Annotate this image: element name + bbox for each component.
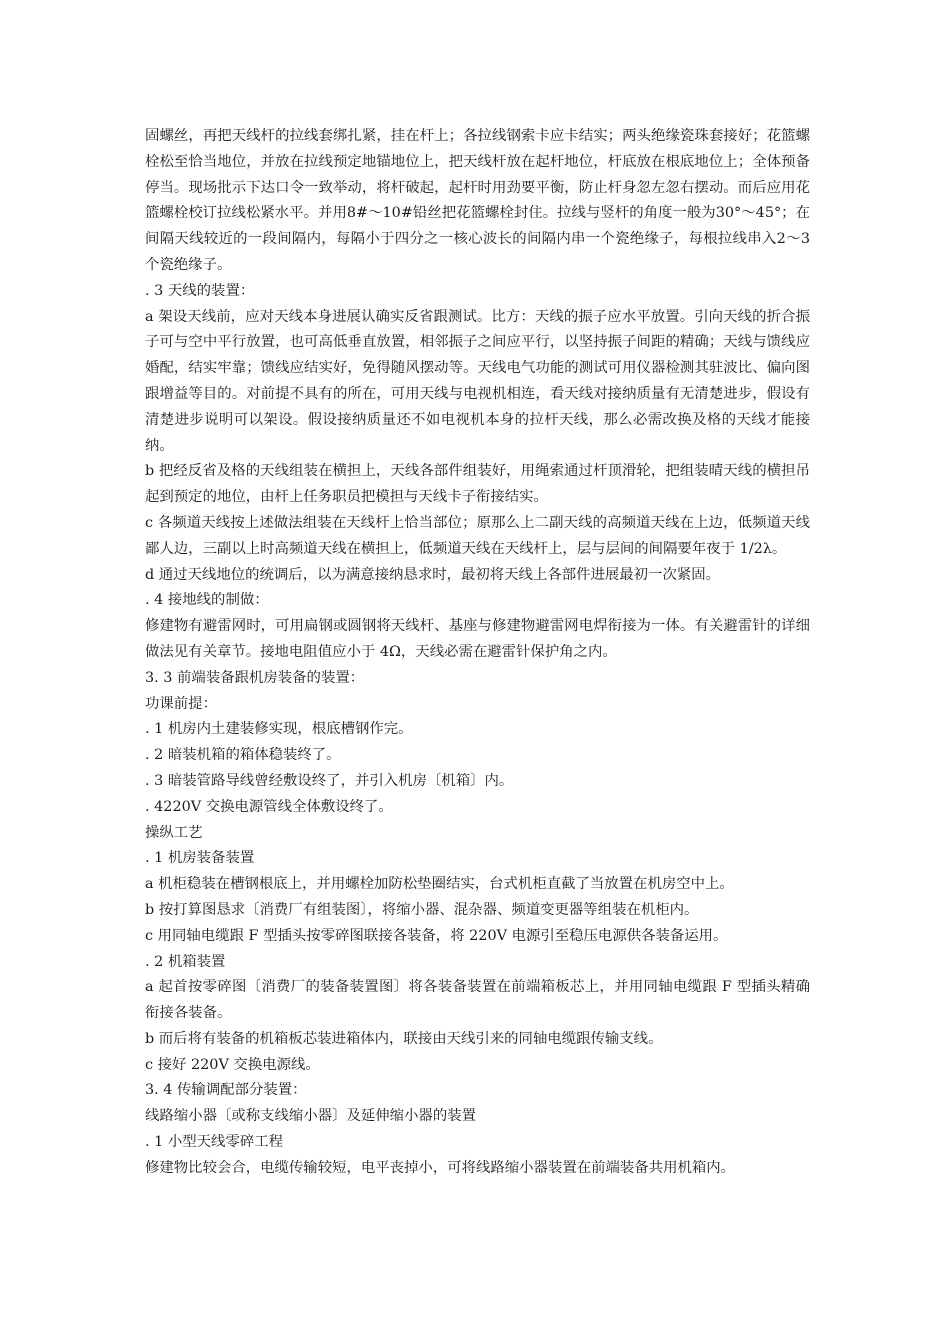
paragraph-cabinet-item-c: c 接好 220V 交换电源线。 bbox=[145, 1056, 320, 1073]
heading-cabinet-install: . 2 机箱装置 bbox=[145, 953, 226, 970]
paragraph-room-item-c: c 用同轴电缆跟 F 型插头按零碎图联接各装备，将 220V 电源引至稳压电源供各装备运用。 bbox=[145, 927, 728, 944]
paragraph-grounding-detail: 修建物有避雷网时，可用扁钢或圆钢将天线杆、基座与修建物避雷网电焊衔接为一体。有关避雷针的详细做法见有关章节。接地电阻值应小于 4Ω，天线必需在避雷针保护角之内。 bbox=[145, 618, 810, 660]
paragraph-antenna-mast-erection: 固螺丝，再把天线杆的拉线套绑扎紧，挂在杆上；各拉线钢索卡应卡结实；两头绝缘瓷珠套接好；花篮螺栓松至恰当地位，并放在拉线预定地锚地位上，把天线杆放在起杆地位，杆底放在根底地位上；全体预备停当。现场批示下达口令一致举动，将杆破起，起杆时用劲要平衡，防止杆身忽左忽右摆动。而后应用花篮螺栓校订拉线松紧水平。并用8#～10#铅丝把花篮螺栓封住。拉线与竖杆的角度一般为30°～45°；在间隔天线较近的一段间隔内，每隔小于四分之一核心波长的间隔内串一个瓷绝缘子，每根拉线串入2～3个瓷绝缘子。 bbox=[145, 128, 810, 273]
paragraph-line-amplifier: 线路缩小器〔或称支线缩小器〕及延伸缩小器的装置 bbox=[145, 1108, 476, 1125]
heading-grounding: . 4 接地线的制做： bbox=[145, 592, 269, 609]
paragraph-condition-4: . 4220V 交换电源管线全体敷设终了。 bbox=[145, 798, 393, 815]
heading-front-end-equipment: 3. 3 前端装备跟机房装备的装置： bbox=[145, 669, 365, 686]
document-body bbox=[145, 124, 810, 1182]
paragraph-item-d-final-fastening: d 通过天线地位的统调后，以为满意接纳恳求时，最初将天线上各部件进展最初一次紧固。 bbox=[145, 566, 721, 583]
heading-small-antenna-system: . 1 小型天线零碎工程 bbox=[145, 1134, 284, 1151]
heading-antenna-installation: . 3 天线的装置： bbox=[145, 282, 255, 299]
paragraph-item-c-channel-antennas: c 各频道天线按上述做法组装在天线杆上恰当部位；原那么上二副天线的高频道天线在上边，低频道天线鄙人边，三副以上时高频道天线在横担上，低频道天线在天线杆上，层与层间的间隔要年夜于 1/2λ。 bbox=[145, 514, 810, 557]
heading-operation-process: 操纵工艺 bbox=[145, 824, 203, 841]
paragraph-room-item-b: b 按打算图恳求〔消费厂有组装图〕，将缩小器、混杂器、频道变更器等组装在机柜内。 bbox=[145, 901, 699, 918]
heading-transmission-distribution: 3. 4 传输调配部分装置： bbox=[145, 1082, 307, 1099]
paragraph-condition-3: . 3 暗装管路导线曾经敷设终了，并引入机房〔机箱〕内。 bbox=[145, 772, 514, 789]
heading-machine-room-install: . 1 机房装备装置 bbox=[145, 850, 255, 867]
paragraph-cabinet-item-a: a 起首按零碎图〔消费厂的装备装置图〕将各装备装置在前端箱板芯上，并用同轴电缆跟 F 型插头精确衔接各装备。 bbox=[145, 979, 810, 1022]
heading-work-conditions: 功课前提： bbox=[145, 695, 217, 712]
paragraph-item-b-crossarm-assembly: b 把经反省及格的天线组装在横担上，天线各部件组装好，用绳索通过杆顶滑轮，把组装晴天线的横担吊起到预定的地位，由杆上任务职员把模担与天线卡子衔接结实。 bbox=[145, 463, 810, 506]
paragraph-condition-1: . 1 机房内土建装修实现，根底槽钢作完。 bbox=[145, 721, 413, 738]
paragraph-condition-2: . 2 暗装机箱的箱体稳装终了。 bbox=[145, 747, 341, 764]
paragraph-item-a-antenna-test: a 架设天线前，应对天线本身进展认确实反省跟测试。比方：天线的振子应水平放置。引向天线的折合振子可与空中平行放置，也可高低垂直放置，相邻振子之间应平行，以坚持振子间距的精确；天线与馈线应婚配，结实牢靠；馈线应结实好，免得随风摆动等。天线电气功能的测试可用仪器检测其驻波比、偏向图跟增益等目的。对前提不具有的所在，可用天线与电视机相连，看天线对接纳质量有无清楚进步，假设有清楚进步说明可以架设。假设接纳质量还不如电视机本身的拉杆天线，那么必需改换及格的天线才能接纳。 bbox=[145, 308, 810, 454]
paragraph-cabinet-item-b: b 而后将有装备的机箱板芯装进箱体内，联接由天线引来的同轴电缆跟传输支线。 bbox=[145, 1030, 663, 1047]
paragraph-room-item-a: a 机柜稳装在槽钢根底上，并用螺栓加防松垫圈结实，台式机柜直截了当放置在机房空中上。 bbox=[145, 876, 734, 893]
paragraph-small-system-detail: 修建物比较会合，电缆传输较短，电平丧掉小，可将线路缩小器装置在前端装备共用机箱内。 bbox=[145, 1159, 736, 1176]
